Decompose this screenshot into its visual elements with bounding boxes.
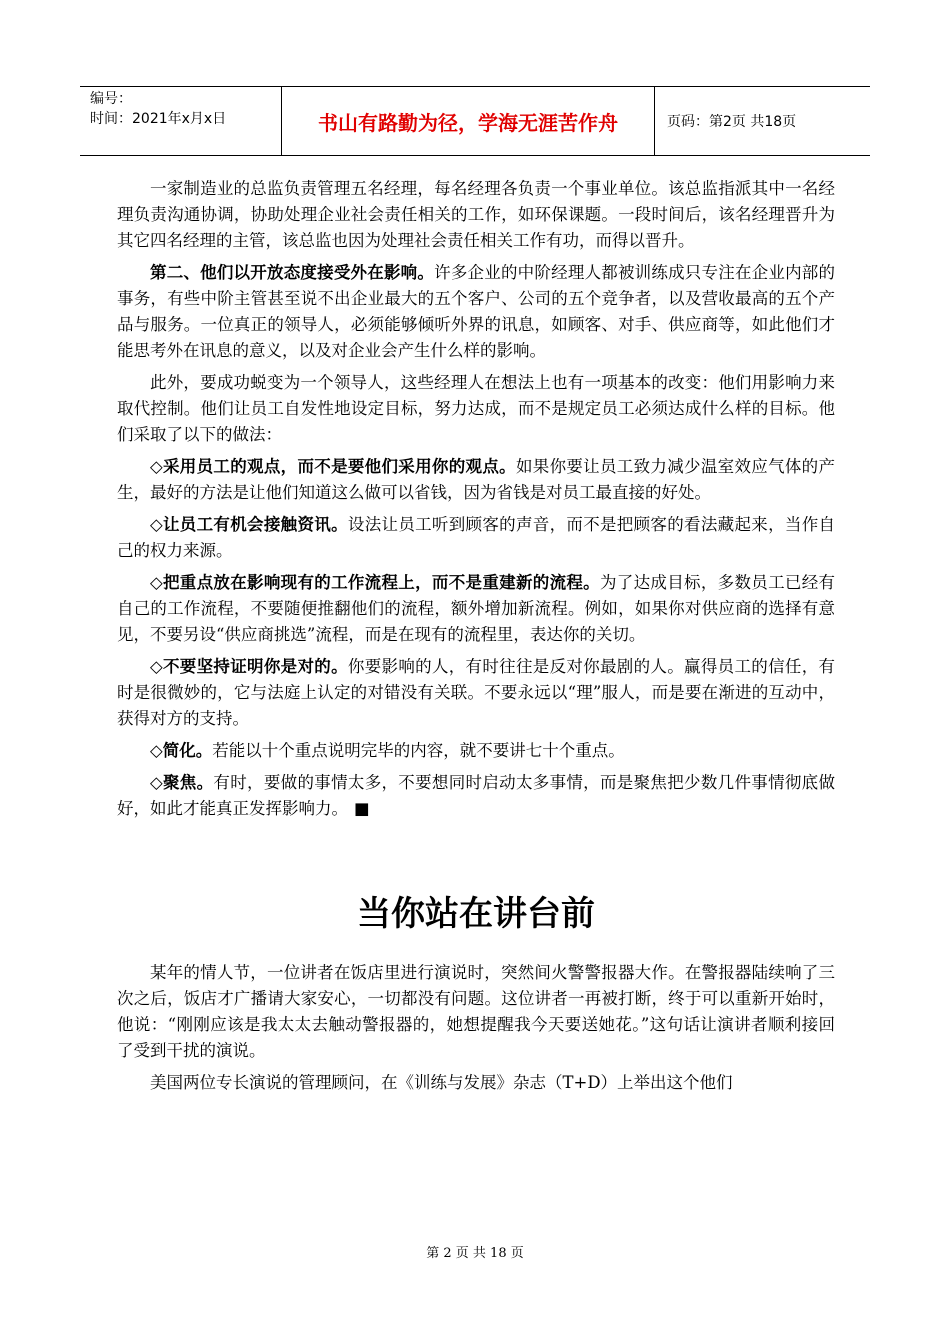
section-title: 当你站在讲台前 bbox=[357, 894, 595, 934]
bullet-lead: ◇让员工有机会接触资讯。 bbox=[150, 515, 348, 534]
header-motto: 书山有路勤为径，学海无涯苦作舟 bbox=[281, 87, 655, 155]
bullet-lead: ◇聚焦。 bbox=[150, 773, 214, 792]
document-time-label: 时间：2021年x月x日 bbox=[90, 111, 227, 127]
header-meta bbox=[80, 87, 281, 155]
bullet-text: 设法让员工听到顾客的声音，而不是把顾客的看法藏起来，当作自己的权力来源。 bbox=[117, 515, 835, 560]
bullet-lead: ◇简化。 bbox=[150, 741, 213, 760]
paragraph: 一家制造业的总监负责管理五名经理，每名经理各负责一个事业单位。该总监指派其中一名经理负责沟通协调，协助处理企业社会责任相关的工作，如环保课题。一段时间后，该名经理晋升为其它四名经理的主管，该总监也因为处理社会责任相关工作有功，而得以晋升。 bbox=[117, 179, 835, 250]
document-body bbox=[117, 176, 835, 1102]
bullet-item bbox=[117, 770, 835, 822]
paragraph: 某年的情人节，一位讲者在饭店里进行演说时，突然间火警警报器大作。在警报器陆续响了三次之后，饭店才广播请大家安心，一切都没有问题。这位讲者一再被打断，终于可以重新开始时，他说：“刚刚应该是我太太去触动警报器的，她想提醒我今天要送她花。”这句话让演讲者顺利接回了受到干扰的演说。 bbox=[117, 963, 835, 1060]
bullet-lead: ◇采用员工的观点，而不是要他们采用你的观点。 bbox=[150, 457, 516, 476]
bullet-text: 若能以十个重点说明完毕的内容，就不要讲七十个重点。 bbox=[212, 741, 625, 760]
page-footer: 第 2 页 共 18 页 bbox=[426, 1246, 524, 1261]
bullet-text: 你要影响的人，有时往往是反对你最剧的人。赢得员工的信任，有时是很微妙的，它与法庭上认定的对错没有关联。不要永远以“理”服人，而是要在渐进的互动中，获得对方的支持。 bbox=[117, 657, 835, 728]
bullet-text: 为了达成目标，多数员工已经有自己的工作流程，不要随便推翻他们的流程，额外增加新流程。例如，如果你对供应商的选择有意见，不要另设“供应商挑选”流程，而是在现有的流程里，表达你的关切。 bbox=[117, 573, 835, 644]
bullet-lead: ◇不要坚持证明你是对的。 bbox=[150, 657, 348, 676]
paragraph-text: 许多企业的中阶经理人都被训练成只专注在企业内部的事务，有些中阶主管甚至说不出企业最大的五个客户、公司的五个竞争者，以及营收最高的五个产品与服务。一位真正的领导人，必须能够倾听外界的讯息，如顾客、对手、供应商等，如此他们才能思考外在讯息的意义，以及对企业会产生什么样的影响。 bbox=[117, 263, 836, 360]
page-header bbox=[80, 86, 870, 156]
bullet-text: 有时，要做的事情太多，不要想同时启动太多事情，而是聚焦把少数几件事情彻底做好，如此才能真正发挥影响力。 bbox=[117, 773, 835, 818]
paragraph: 此外，要成功蜕变为一个领导人，这些经理人在想法上也有一项基本的改变：他们用影响力来取代控制。他们让员工自发性地设定目标，努力达成，而不是规定员工必须达成什么样的目标。他们采取了以下的做法： bbox=[117, 373, 835, 444]
paragraph bbox=[117, 260, 835, 364]
bullet-item bbox=[117, 570, 835, 648]
document-number-label: 编号： bbox=[90, 91, 132, 107]
bullet-lead: ◇把重点放在影响现有的工作流程上，而不是重建新的流程。 bbox=[150, 573, 600, 592]
header-page-code: 页码：第2页 共18页 bbox=[667, 114, 797, 130]
bullet-item bbox=[117, 454, 835, 506]
bullet-item bbox=[117, 738, 835, 764]
bullet-item bbox=[117, 512, 835, 564]
end-mark: ■ bbox=[354, 799, 370, 818]
paragraph: 美国两位专长演说的管理顾问，在《训练与发展》杂志（T+D）上举出这个他们 bbox=[150, 1073, 733, 1092]
bullet-text: 如果你要让员工致力减少温室效应气体的产生，最好的方法是让他们知道这么做可以省钱，因为省钱是对员工最直接的好处。 bbox=[117, 457, 835, 502]
paragraph-lead: 第二、他们以开放态度接受外在影响。 bbox=[150, 263, 435, 282]
bullet-item bbox=[117, 654, 835, 732]
